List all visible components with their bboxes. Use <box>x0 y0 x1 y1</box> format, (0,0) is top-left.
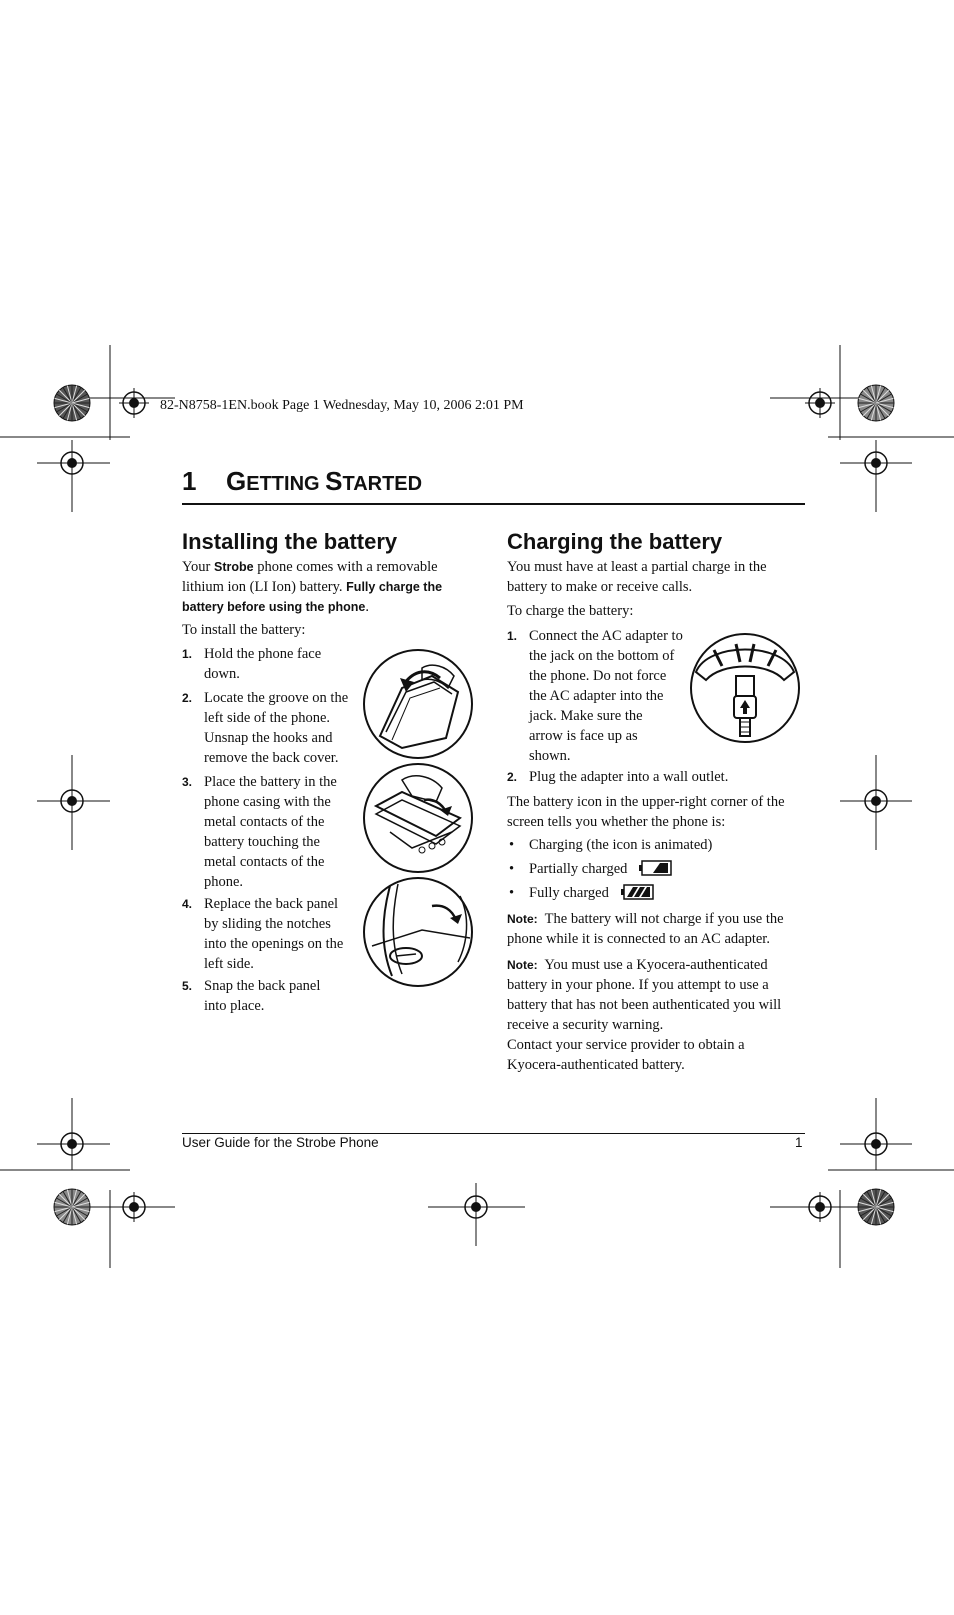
contact-text: Contact your service provider to obtain a Kyocera-authenticated battery. <box>507 1037 745 1073</box>
remove-cover-illustration <box>362 648 474 760</box>
chapter-title: 1 GETTING STARTED <box>182 466 423 496</box>
charging-lead: To charge the battery: <box>507 603 634 619</box>
battery-partial-icon <box>637 860 673 876</box>
note-1: Note: The battery will not charge if you use the phone while it is connected to an AC adapter. <box>507 911 784 947</box>
ac-adapter-illustration <box>688 632 802 744</box>
insert-battery-illustration <box>362 762 474 874</box>
footer-title: User Guide for the Strobe Phone <box>182 1135 379 1150</box>
charging-heading: Charging the battery <box>507 529 723 554</box>
print-slug: 82-N8758-1EN.book Page 1 Wednesday, May 10, 2006 2:01 PM <box>160 398 524 413</box>
installing-lead: To install the battery: <box>182 622 306 638</box>
note-2: Note: You must use a Kyocera-authenticated battery in your phone. If you attempt to use a battery that has not been authenticated you will receive a security warning. <box>507 957 782 1033</box>
replace-cover-illustration <box>362 876 474 988</box>
installing-intro: Your Strobe phone comes with a removable lithium ion (LI Ion) battery. Fully charge the battery before using the phone. <box>182 559 443 615</box>
installing-heading: Installing the battery <box>182 529 398 554</box>
charging-intro: You must have at least a partial charge in the battery to make or receive calls. <box>507 559 767 595</box>
chapter-number: 1 <box>182 466 197 496</box>
battery-full-icon <box>619 884 655 900</box>
footer-rule <box>182 1133 805 1134</box>
battery-icon-text: The battery icon in the upper-right corner of the screen tells you whether the phone is: <box>507 794 785 830</box>
chapter-rule <box>182 503 805 505</box>
page-number: 1 <box>795 1135 803 1150</box>
